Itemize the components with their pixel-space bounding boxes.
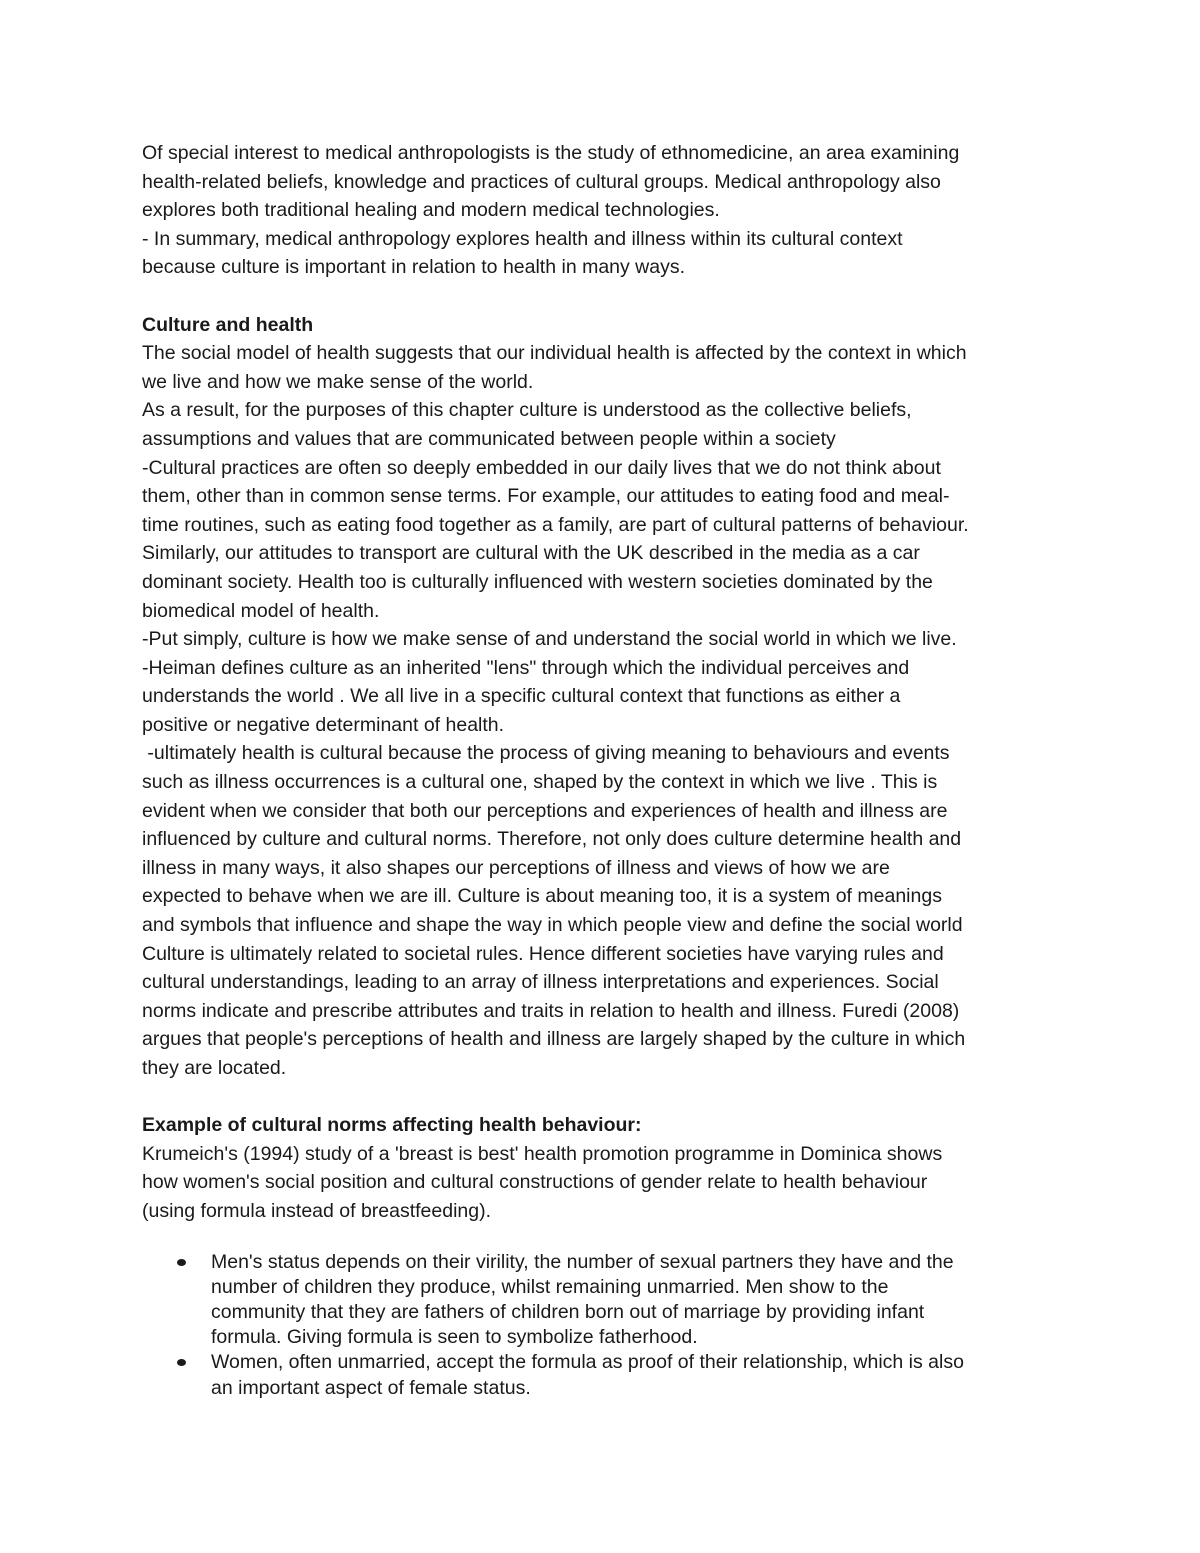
text-line: explores both traditional healing and modern medical technologies. xyxy=(142,199,720,222)
text-line: argues that people's perceptions of health and illness are largely shaped by the culture in which xyxy=(142,1028,966,1051)
text-line: Similarly, our attitudes to transport are cultural with the UK described in the media as a car xyxy=(142,542,920,565)
text-line: because culture is important in relation to health in many ways. xyxy=(142,256,686,279)
text-line: Of special interest to medical anthropologists is the study of ethnomedicine, an area examining xyxy=(142,142,960,164)
text-line: Women, often unmarried, accept the formula as proof of their relationship, which is also xyxy=(211,1351,964,1374)
text-line: -Heiman defines culture as an inherited "lens" through which the individual perceives and xyxy=(142,656,910,679)
text-line: such as illness occurrences is a cultural one, shaped by the context in which we live . This is xyxy=(142,771,938,794)
text-line: Krumeich's (1994) study of a 'breast is best' health promotion programme in Dominica shows xyxy=(142,1142,943,1165)
bullet-icon xyxy=(177,1359,186,1366)
text-line: expected to behave when we are ill. Culture is about meaning too, it is a system of meanings xyxy=(142,885,942,908)
text-line: illness in many ways, it also shapes our perceptions of illness and views of how we are xyxy=(142,856,890,879)
culture-health-section xyxy=(142,311,1072,1083)
section-heading: Example of cultural norms affecting health behaviour: xyxy=(142,1114,642,1137)
text-line: The social model of health suggests that our individual health is affected by the context in which xyxy=(142,342,967,365)
document-page xyxy=(142,139,1072,1401)
text-line: we live and how we make sense of the world. xyxy=(142,370,534,393)
paragraph-spacer xyxy=(142,1083,1072,1112)
text-line: how women's social position and cultural constructions of gender relate to health behaviour xyxy=(142,1171,928,1194)
text-line: evident when we consider that both our perceptions and experiences of health and illness are xyxy=(142,799,948,822)
text-line: Men's status depends on their virility, the number of sexual partners they have and the xyxy=(211,1250,954,1273)
bullet-icon xyxy=(177,1259,186,1266)
text-line: norms indicate and prescribe attributes and traits in relation to health and illness. Furedi (2008) xyxy=(142,999,960,1022)
text-line: assumptions and values that are communicated between people within a society xyxy=(142,427,836,450)
text-line: biomedical model of health. xyxy=(142,599,380,622)
text-line: cultural understandings, leading to an array of illness interpretations and experiences. Social xyxy=(142,971,939,994)
text-line: influenced by culture and cultural norms. Therefore, not only does culture determine health and xyxy=(142,828,962,851)
paragraph-spacer xyxy=(142,282,1072,311)
text-line: formula. Giving formula is seen to symbolize fatherhood. xyxy=(211,1326,698,1349)
example-section xyxy=(142,1111,1072,1401)
text-line: an important aspect of female status. xyxy=(211,1376,531,1399)
text-line: they are located. xyxy=(142,1057,287,1079)
text-line: -ultimately health is cultural because the process of giving meaning to behaviours and events xyxy=(142,742,950,765)
text-line: them, other than in common sense terms. For example, our attitudes to eating food and meal- xyxy=(142,485,950,508)
text-line: community that they are fathers of children born out of marriage by providing infant xyxy=(211,1300,925,1323)
text-line: (using formula instead of breastfeeding). xyxy=(142,1199,492,1222)
text-line: - In summary, medical anthropology explores health and illness within its cultural context xyxy=(142,227,903,250)
intro-paragraph xyxy=(142,139,1072,282)
text-line: understands the world . We all live in a specific cultural context that functions as either a xyxy=(142,685,901,708)
text-line: time routines, such as eating food together as a family, are part of cultural patterns of behaviour. xyxy=(142,513,969,536)
text-line: positive or negative determinant of health. xyxy=(142,713,505,736)
text-line: -Put simply, culture is how we make sense of and understand the social world in which we live. xyxy=(142,628,957,651)
bullet-list xyxy=(142,1250,1072,1401)
text-line: As a result, for the purposes of this chapter culture is understood as the collective beliefs, xyxy=(142,399,912,422)
text-line: health-related beliefs, knowledge and practices of cultural groups. Medical anthropology also xyxy=(142,170,941,193)
list-item xyxy=(142,1350,1072,1400)
text-line: dominant society. Health too is culturally influenced with western societies dominated by the xyxy=(142,570,933,593)
text-line: -Cultural practices are often so deeply embedded in our daily lives that we do not think about xyxy=(142,456,941,479)
list-item xyxy=(142,1250,1072,1351)
section-heading: Culture and health xyxy=(142,313,314,336)
text-line: Culture is ultimately related to societal rules. Hence different societies have varying rules and xyxy=(142,942,944,965)
paragraph-spacer xyxy=(142,1226,1072,1246)
text-line: number of children they produce, whilst remaining unmarried. Men show to the xyxy=(211,1275,889,1298)
text-line: and symbols that influence and shape the way in which people view and define the social world xyxy=(142,914,963,937)
